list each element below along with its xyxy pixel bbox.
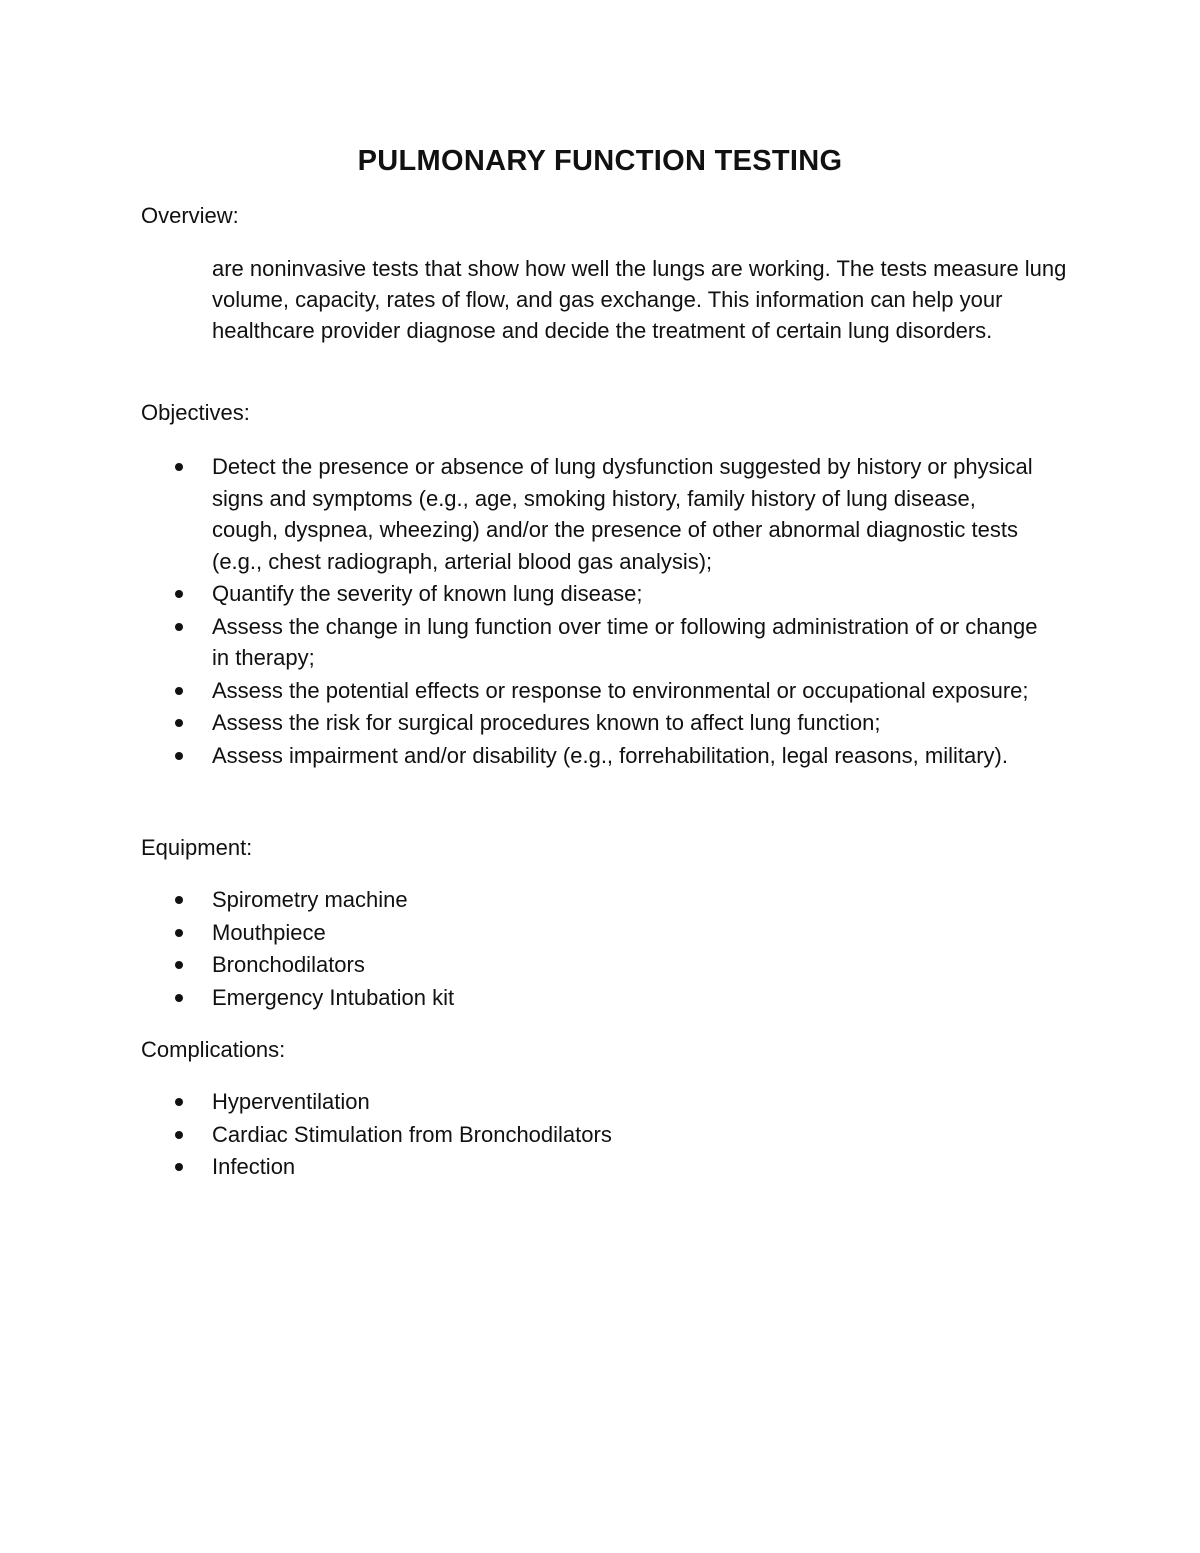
bullet-icon bbox=[175, 1131, 183, 1139]
list-item-text: Hyperventilation bbox=[212, 1089, 370, 1114]
list-item-text: Assess the potential effects or response to environmental or occupational exposure; bbox=[212, 677, 1029, 703]
list-item bbox=[0, 982, 1042, 1014]
objectives-list bbox=[0, 451, 1200, 772]
list-item-text: Assess the risk for surgical procedures known to affect lung function; bbox=[212, 710, 881, 735]
list-item bbox=[0, 949, 1042, 981]
bullet-icon bbox=[175, 929, 183, 937]
complications-list bbox=[0, 1086, 1200, 1184]
equipment-list bbox=[0, 884, 1200, 1014]
bullet-icon bbox=[175, 623, 183, 631]
list-item-text: Cardiac Stimulation from Bronchodilators bbox=[212, 1121, 612, 1147]
page-title: PULMONARY FUNCTION TESTING bbox=[357, 145, 843, 177]
bullet-icon bbox=[175, 1098, 183, 1106]
bullet-icon bbox=[175, 896, 183, 904]
bullet-icon bbox=[175, 687, 183, 695]
list-item bbox=[0, 675, 1042, 707]
list-item-text: Bronchodilators bbox=[212, 952, 365, 977]
bullet-icon bbox=[175, 463, 183, 471]
overview-heading: Overview: bbox=[141, 203, 239, 228]
list-item bbox=[0, 917, 1042, 949]
list-item bbox=[0, 451, 1042, 577]
equipment-heading: Equipment: bbox=[141, 835, 253, 860]
bullet-icon bbox=[175, 752, 183, 760]
list-item-text: Quantify the severity of known lung disease; bbox=[212, 581, 643, 606]
list-item-text: Infection bbox=[212, 1154, 296, 1179]
bullet-icon bbox=[175, 994, 183, 1002]
list-item-text: Assess the change in lung function over time or following administration of or change in therapy; bbox=[212, 613, 1038, 670]
list-item-text: Assess impairment and/or disability (e.g., forrehabilitation, legal reasons, military). bbox=[212, 742, 1008, 768]
bullet-icon bbox=[175, 719, 183, 727]
list-item bbox=[0, 578, 1042, 610]
list-item-text: Mouthpiece bbox=[212, 919, 326, 945]
bullet-icon bbox=[175, 590, 183, 598]
complications-heading: Complications: bbox=[141, 1037, 286, 1062]
list-item bbox=[0, 740, 1042, 772]
list-item-text: Spirometry machine bbox=[212, 887, 408, 912]
overview-paragraph: are noninvasive tests that show how well the lungs are working. The tests measure lung volume, capacity, rates of flow, and gas exchange. This information can help your healthcare provider diagnose and decide the treatment of certain lung disorders. bbox=[212, 256, 1067, 343]
list-item bbox=[0, 1151, 1042, 1183]
objectives-heading: Objectives: bbox=[141, 400, 250, 425]
list-item bbox=[0, 1119, 1042, 1151]
list-item bbox=[0, 884, 1042, 916]
list-item bbox=[0, 611, 1042, 674]
list-item bbox=[0, 1086, 1042, 1118]
bullet-icon bbox=[175, 1163, 183, 1171]
bullet-icon bbox=[175, 961, 183, 969]
list-item-text: Detect the presence or absence of lung dysfunction suggested by history or physical signs and symptoms (e.g., age, smoking history, family history of lung disease, cough, dyspnea, wheezing) and/or the presence of other abnormal diagnostic tests (e.g., chest radiograph, arterial blood gas analysis); bbox=[212, 454, 1033, 574]
list-item bbox=[0, 707, 1042, 739]
list-item-text: Emergency Intubation kit bbox=[212, 984, 455, 1010]
